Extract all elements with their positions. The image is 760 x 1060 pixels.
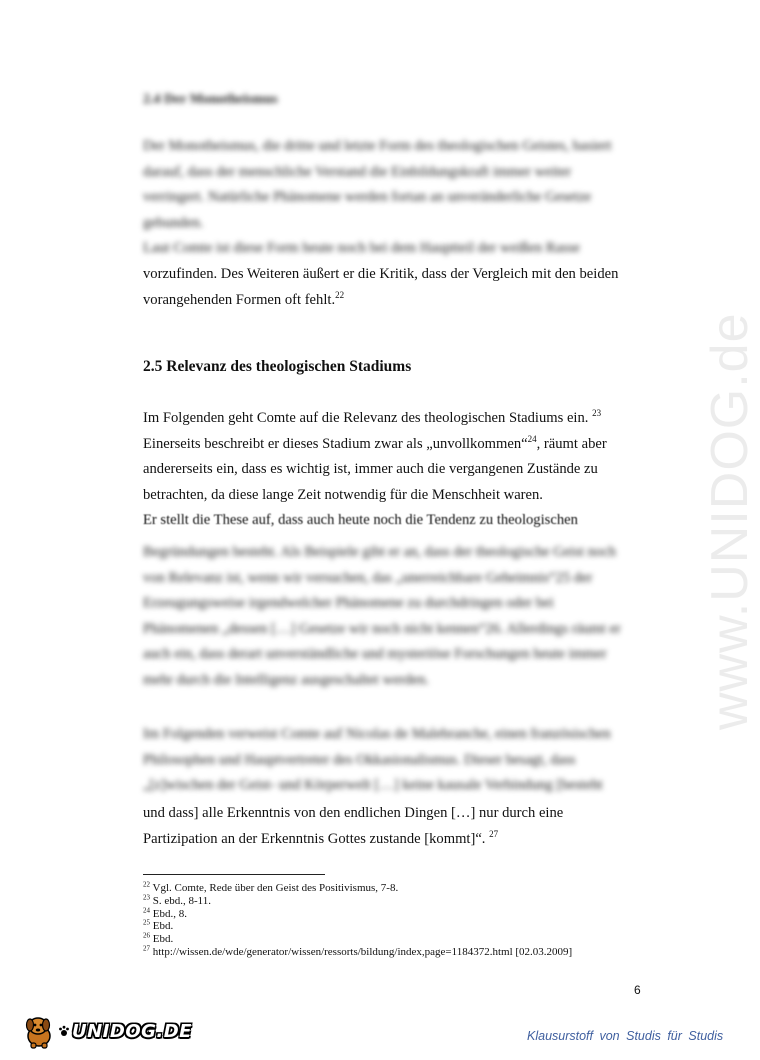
blurred-line: gebunden. (143, 214, 204, 231)
blurred-paragraph-2-5 (143, 540, 643, 693)
paw-icon (58, 1025, 70, 1037)
blurred-paragraph-2-5-second (143, 722, 643, 799)
footnote-text: Ebd. (150, 933, 174, 946)
footnote-text: Vgl. Comte, Rede über den Geist des Positivismus, 7-8. (150, 882, 399, 894)
footnote-number: 22 (143, 880, 150, 889)
text-line: vorzufinden. Des Weiteren äußert er die Kritik, dass der Vergleich mit den beiden (143, 266, 619, 282)
text-run: vorangehenden Formen oft fehlt. (143, 291, 336, 308)
paragraph-2-5-visible (143, 406, 643, 534)
dog-icon (22, 1012, 56, 1050)
footnote-text: http://wissen.de/wde/generator/wissen/ressorts/bildung/index,page=1184372.html [02.03.2009] (150, 945, 573, 958)
blurred-line: darauf, dass der menschliche Verstand die Einbildungskraft immer weiter (143, 163, 572, 180)
footnote-22 (143, 882, 572, 895)
text-line: und dass] alle Erkenntnis von den endlichen Dingen […] nur durch eine (143, 805, 564, 821)
paragraph-2-4-visible (143, 262, 643, 313)
logo-text: UNIDOG.DE (72, 1020, 192, 1042)
footnote-text: Ebd. (150, 920, 174, 933)
text-line: betrachten, da diese lange Zeit notwendig für die Menschheit waren. (143, 486, 543, 503)
blurred-line: von Relevanz ist, wenn wir versuchen, das „unerreichbare Geheimnis“25 der (143, 569, 593, 586)
blurred-line: „[z]wischen der Geist- und Körperwelt […] keine kausale Verbindung [besteht (143, 777, 603, 793)
text-run: Partizipation an der Erkenntnis Gottes zustande [kommt]“. (143, 830, 490, 847)
section-heading-2-5: 2.5 Relevanz des theologischen Stadiums (143, 358, 412, 375)
footnote-23 (143, 895, 572, 908)
blurred-line: Laut Comte ist diese Form heute noch bei dem Hauptteil der weißen Rasse (143, 240, 580, 256)
text-line (143, 288, 643, 314)
footnote-text: Ebd., 8. (150, 907, 187, 920)
blurred-line: Der Monotheismus, die dritte und letzte Form des theologischen Geistes, basiert (143, 138, 612, 154)
footnote-24 (143, 905, 572, 921)
footnote-25 (143, 920, 572, 933)
blurred-line: Im Folgenden verweist Comte auf Nicolas de Malebranche, einen französischen (143, 726, 611, 742)
section-heading-2-4: 2.4 Der Monotheismus (143, 92, 278, 107)
text-run: Im Folgenden geht Comte auf die Relevanz des theologischen Stadiums ein. (143, 410, 593, 426)
footnotes (143, 882, 572, 959)
footnote-number: 26 (143, 931, 150, 940)
blurred-line: verringert. Natürliche Phänomene werden fortan an unveränderliche Gesetze (143, 189, 592, 205)
text-line: Er stellt die These auf, dass auch heute noch die Tendenz zu theologischen (143, 512, 578, 528)
text-run: , räumt aber (536, 435, 607, 452)
text-line: andererseits ein, dass es wichtig ist, immer auch die vergangenen Zustände zu (143, 461, 598, 477)
text-run: Einerseits beschreibt er dieses Stadium zwar als „unvollkommen“ (143, 435, 528, 452)
footnote-number: 25 (143, 918, 150, 927)
footnote-ref-22: 22 (335, 289, 345, 300)
blurred-line: mehr durch die Intelligenz ausgeschaltet werden. (143, 671, 430, 688)
footnote-number: 23 (143, 893, 150, 902)
paragraph-2-5-second-visible (143, 801, 643, 852)
tagline: Klausurstoff von Studis für Studis (527, 1029, 724, 1043)
footnote-number: 27 (143, 944, 150, 953)
unidog-logo[interactable] (22, 1012, 192, 1050)
footnote-ref-27: 27 (489, 828, 499, 839)
footnote-ref-24: 24 (527, 433, 537, 444)
text-line (143, 432, 643, 458)
text-line (143, 406, 643, 432)
footnote-separator (143, 874, 325, 875)
footnote-ref-23: 23 (592, 408, 602, 419)
footnote-text: S. ebd., 8-11. (150, 894, 212, 907)
footnote-26 (143, 933, 572, 946)
blurred-line: Philosophen und Hauptvertreter des Okkasionalismus. Dieser besagt, dass (143, 751, 576, 768)
text-line (143, 827, 643, 853)
blurred-line: Begründungen besteht. Als Beispiele gibt er an, dass der theologische Geist noch (143, 544, 616, 560)
watermark-text: www.UNIDOG.de (701, 312, 759, 730)
footnote-number: 24 (143, 905, 150, 914)
blurred-line: Phänomenen „dessen […] Gesetze wir noch nicht kennen“26. Allerdings räumt er (143, 620, 621, 637)
blurred-paragraph-2-4 (143, 134, 643, 262)
blurred-line: auch ein, dass derart unverständliche und mysteriöse Forschungen heute immer (143, 646, 607, 662)
footnote-27 (143, 946, 572, 959)
page-number: 6 (634, 983, 641, 997)
blurred-line: Erzeugungsweise irgendwelcher Phänomene zu durchdringen oder bei (143, 595, 554, 611)
